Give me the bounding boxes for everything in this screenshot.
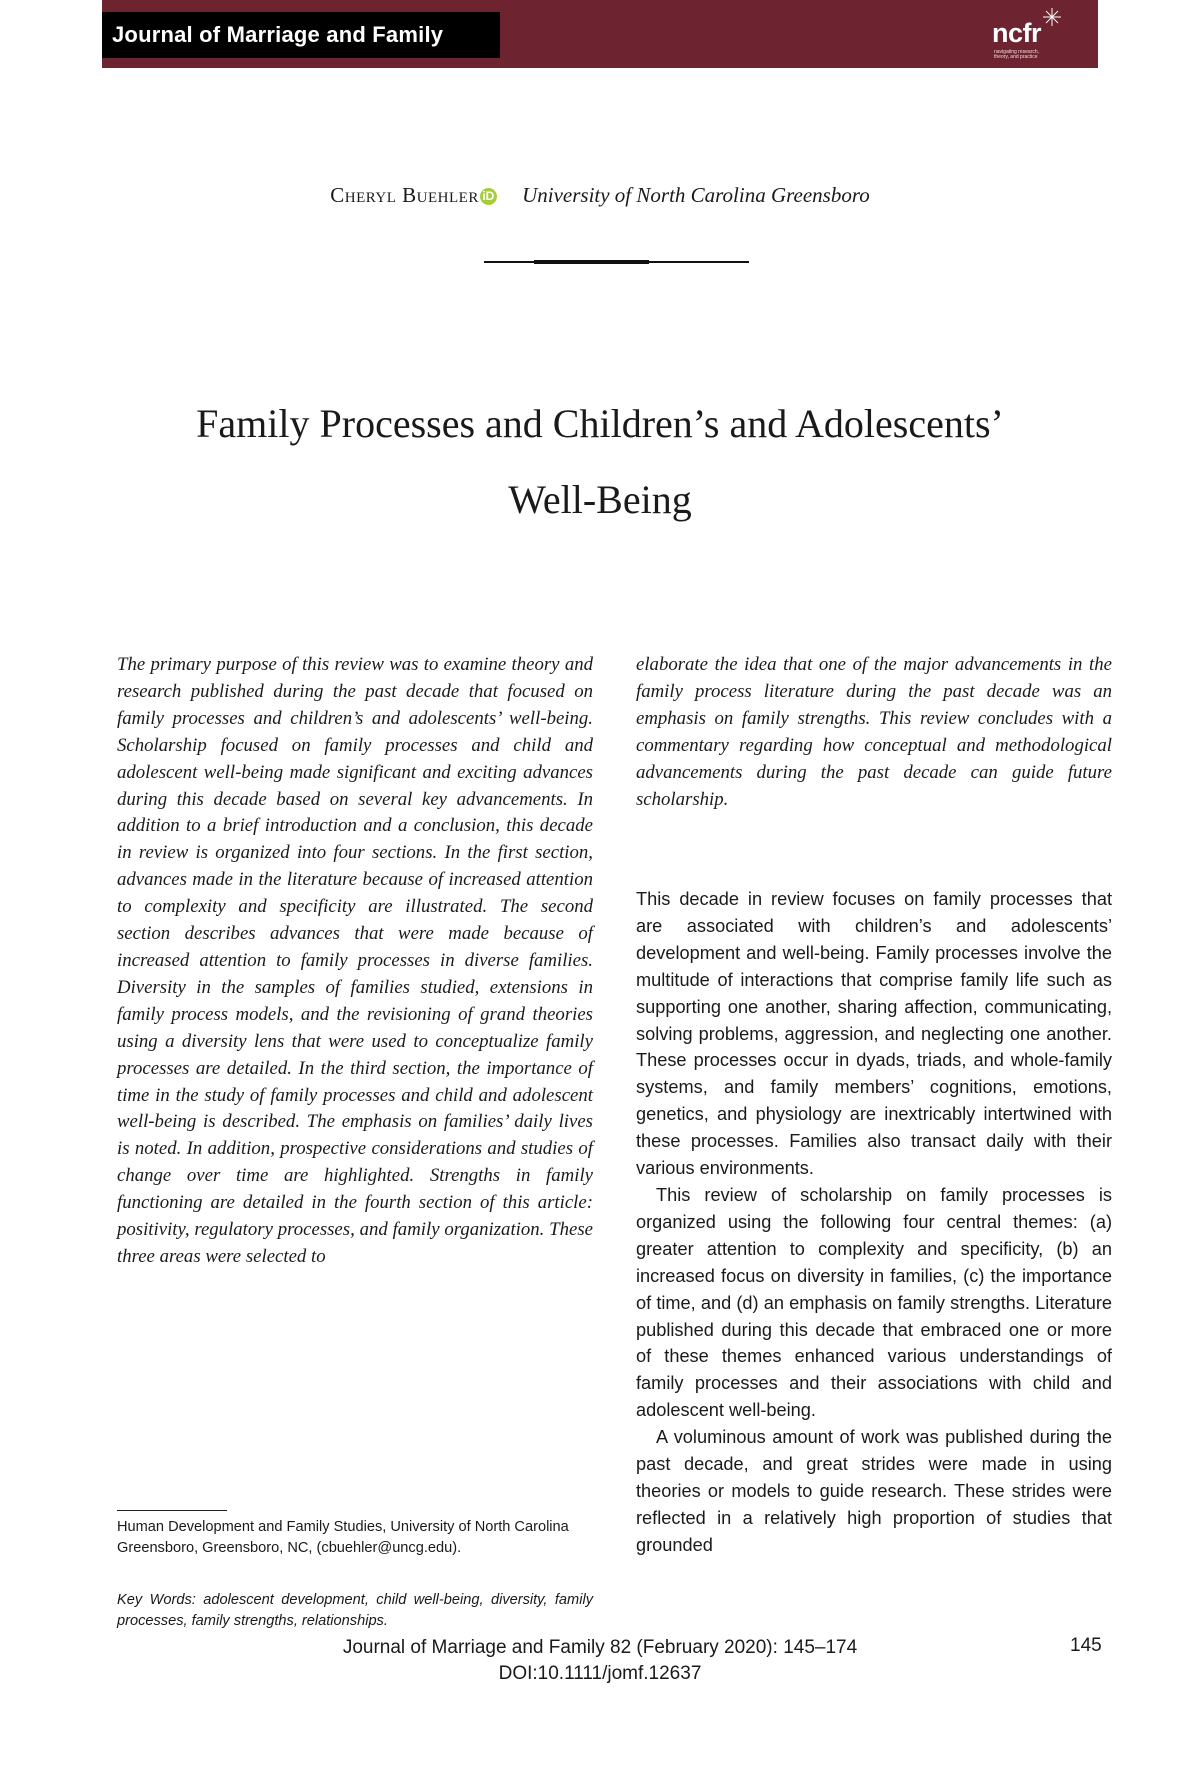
footnote-rule <box>117 1510 227 1511</box>
orcid-icon[interactable]: iD <box>480 188 497 205</box>
title-line-1: Family Processes and Children’s and Adolescents’ <box>196 401 1004 446</box>
title-divider-thick <box>534 260 649 264</box>
ncfr-logo: ncfr <box>992 18 1042 48</box>
article-title <box>0 386 1200 538</box>
author-address-footnote: Human Development and Family Studies, University of North Carolina Greensboro, Greensboro, NC, (cbuehler@uncg.edu). <box>117 1519 569 1556</box>
author-line <box>0 183 1200 208</box>
page-number: 145 <box>1070 1635 1102 1656</box>
abstract-left-column: The primary purpose of this review was to examine theory and research published during the past decade that focused on family processes and children’s and adolescents’ well-being. Scholarship focused on family processes and child and adolescent well-being made significant and exciting advances during this decade based on several key advancements. In addition to a brief introduction and a conclusion, this decade in review is organized into four sections. In the first section, advances made in the literature because of increased attention to complexity and specificity are illustrated. The second section describes advances that were made because of increased attention to family processes in diverse families. Diversity in the samples of families studied, extensions in family process models, and the revisioning of grand theories using a diversity lens that were used to conceptualize family processes are detailed. In the third section, the importance of time in the study of family processes and child and adolescent well-being is described. The emphasis on families’ daily lives is noted. In addition, prospective considerations and studies of change over time are highlighted. Strengths in family functioning are detailed in the fourth section of this article: positivity, regulatory processes, and family organization. These three areas were selected to <box>117 654 593 1267</box>
author-affiliation: University of North Carolina Greensboro <box>522 183 870 207</box>
body-paragraph-1: This decade in review focuses on family processes that are associated with children’s and adolescents’ development and well-being. Family processes involve the multitude of interactions that comprise family life such as supporting one another, sharing affection, communicating, solving problems, aggression, and neglecting one another. These processes occur in dyads, triads, and whole-family systems, and family members’ cognitions, emotions, genetics, and physiology are inextricably intertwined with these processes. Families also transact daily with their various environments. <box>636 889 1112 1179</box>
title-line-2: Well-Being <box>508 477 692 522</box>
body-text-column <box>636 886 1112 1559</box>
doi-link[interactable]: DOI:10.1111/jomf.12637 <box>498 1663 702 1684</box>
author-name: Cheryl Buehler <box>330 183 479 207</box>
body-paragraph-2: This review of scholarship on family processes is organized using the following four central themes: (a) greater attention to complexity and specificity, (b) an increased focus on diversity in families, (c) the importance of time, and (d) an emphasis on family strengths. Literature published during this decade that embraced one or more of these themes enhanced various understandings of family processes and their associations with child and adolescent well-being. <box>636 1184 1112 1421</box>
body-paragraph-3: A voluminous amount of work was published during the past decade, and great strides were made in using theories or models to guide research. These strides were reflected in a relatively high proportion of studies that grounded <box>636 1427 1112 1555</box>
journal-name-banner: Journal of Marriage and Family <box>102 12 500 58</box>
keywords-footnote: Key Words: adolescent development, child well-being, diversity, family processes, family strengths, relationships. <box>117 1592 593 1629</box>
ncfr-tagline: navigating research, theory, and practice <box>994 49 1040 60</box>
journal-citation: Journal of Marriage and Family 82 (February 2020): 145–174 <box>342 1637 858 1658</box>
abstract-right-column: elaborate the idea that one of the major advancements in the family process literature during the past decade was an emphasis on family strengths. This review concludes with a commentary regarding how conceptual and methodological advancements during the past decade can guide future scholarship. <box>636 654 1112 810</box>
page-footer <box>0 1635 1200 1687</box>
